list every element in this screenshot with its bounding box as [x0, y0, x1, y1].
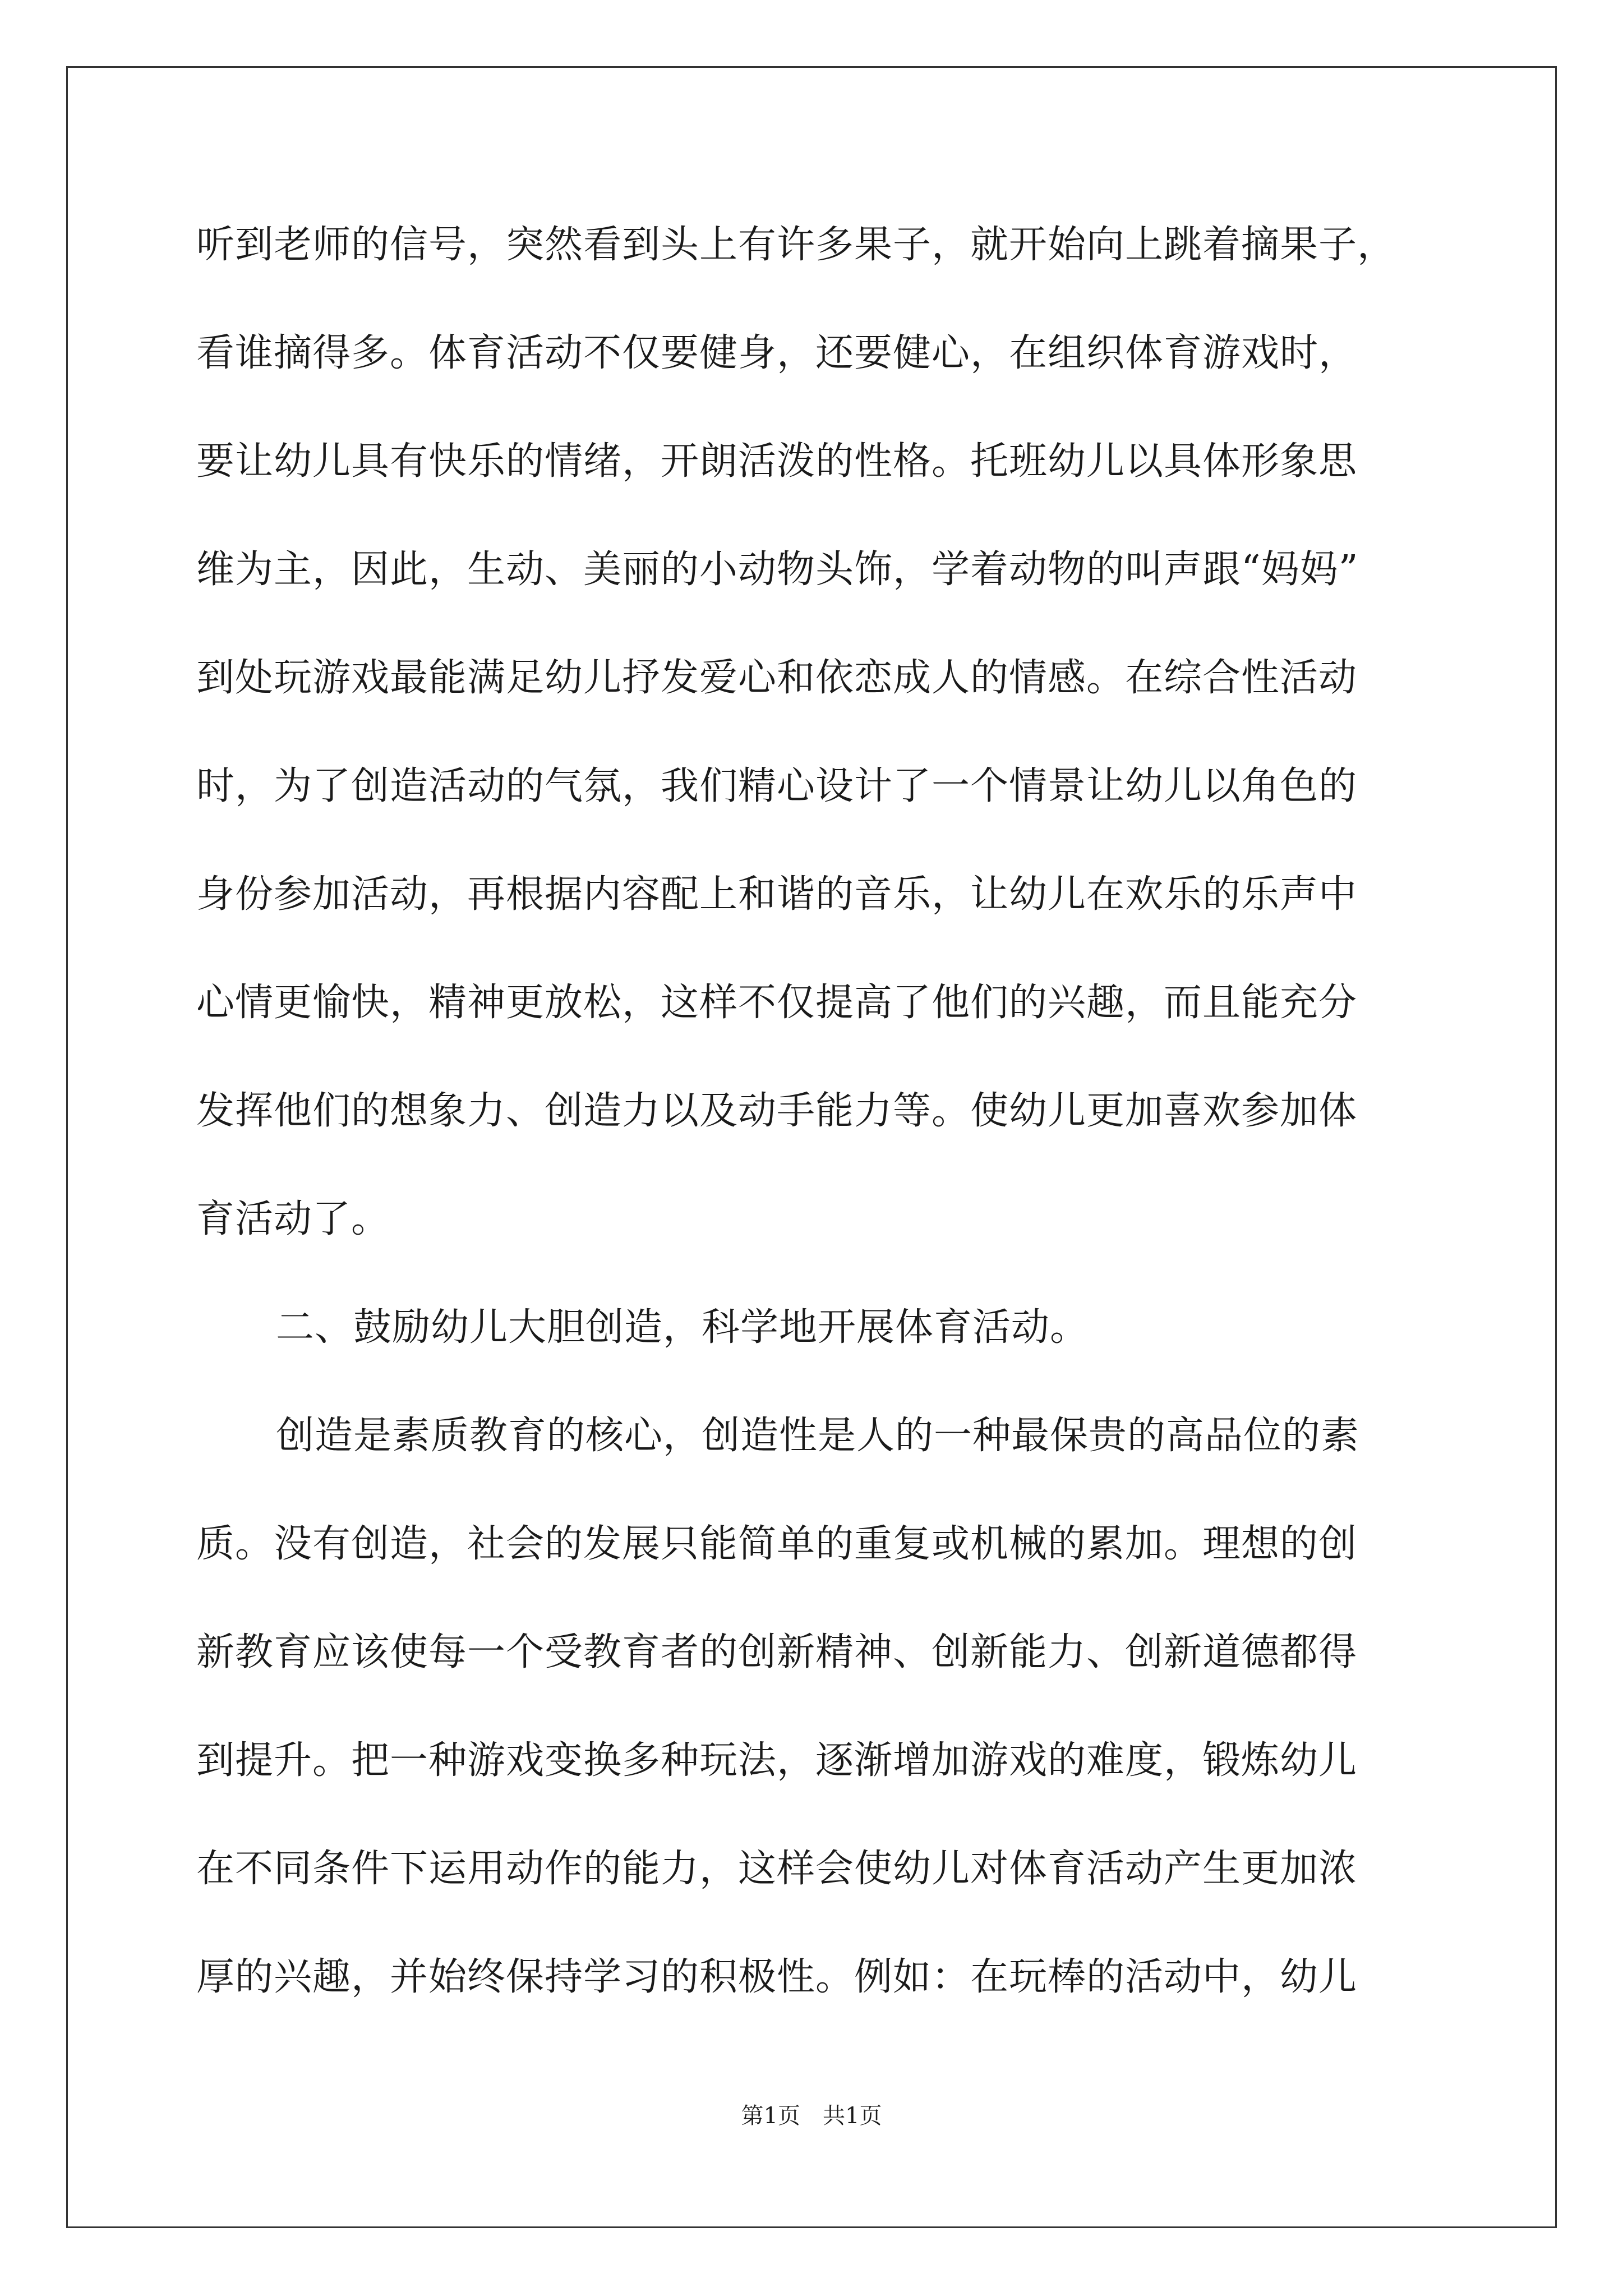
text-line: 要让幼儿具有快乐的情绪，开朗活泼的性格。托班幼儿以具体形象思 — [196, 439, 1358, 484]
text-line: 听到老师的信号，突然看到头上有许多果子，就开始向上跳着摘果子， — [196, 223, 1396, 267]
text-line: 时，为了创造活动的气氛，我们精心设计了一个情景让幼儿以角色的 — [196, 764, 1358, 808]
section-heading: 二、鼓励幼儿大胆创造，科学地开展体育活动。 — [276, 1305, 1089, 1350]
text-line: 到提升。把一种游戏变换多种玩法，逐渐增加游戏的难度，锻炼幼儿 — [196, 1738, 1358, 1783]
text-line: 育活动了。 — [196, 1197, 390, 1241]
text-line: 质。没有创造，社会的发展只能简单的重复或机械的累加。理想的创 — [196, 1522, 1358, 1566]
text-line: 心情更愉快，精神更放松，这样不仅提高了他们的兴趣，而且能充分 — [196, 981, 1358, 1025]
text-line: 在不同条件下运用动作的能力，这样会使幼儿对体育活动产生更加浓 — [196, 1847, 1358, 1891]
text-line: 发挥他们的想象力、创造力以及动手能力等。使幼儿更加喜欢参加体 — [196, 1089, 1358, 1133]
text-line: 创造是素质教育的核心，创造性是人的一种最保贵的高品位的素 — [276, 1414, 1360, 1458]
document-body — [196, 191, 1430, 2031]
text-line: 到处玩游戏最能满足幼儿抒发爱心和依恋成人的情感。在综合性活动 — [196, 656, 1358, 700]
text-line: 新教育应该使每一个受教育者的创新精神、创新能力、创新道德都得 — [196, 1630, 1358, 1674]
text-line: 看谁摘得多。体育活动不仅要健身，还要健心，在组织体育游戏时， — [196, 331, 1358, 375]
text-line: 厚的兴趣，并始终保持学习的积极性。例如：在玩棒的活动中，幼儿 — [196, 1955, 1358, 1999]
text-line: 维为主，因此，生动、美丽的小动物头饰，学着动物的叫声跟“妈妈” — [196, 547, 1359, 592]
text-line: 身份参加活动，再根据内容配上和谐的音乐，让幼儿在欢乐的乐声中 — [196, 872, 1358, 917]
page-number-footer: 第1页 共1页 — [741, 2103, 882, 2129]
